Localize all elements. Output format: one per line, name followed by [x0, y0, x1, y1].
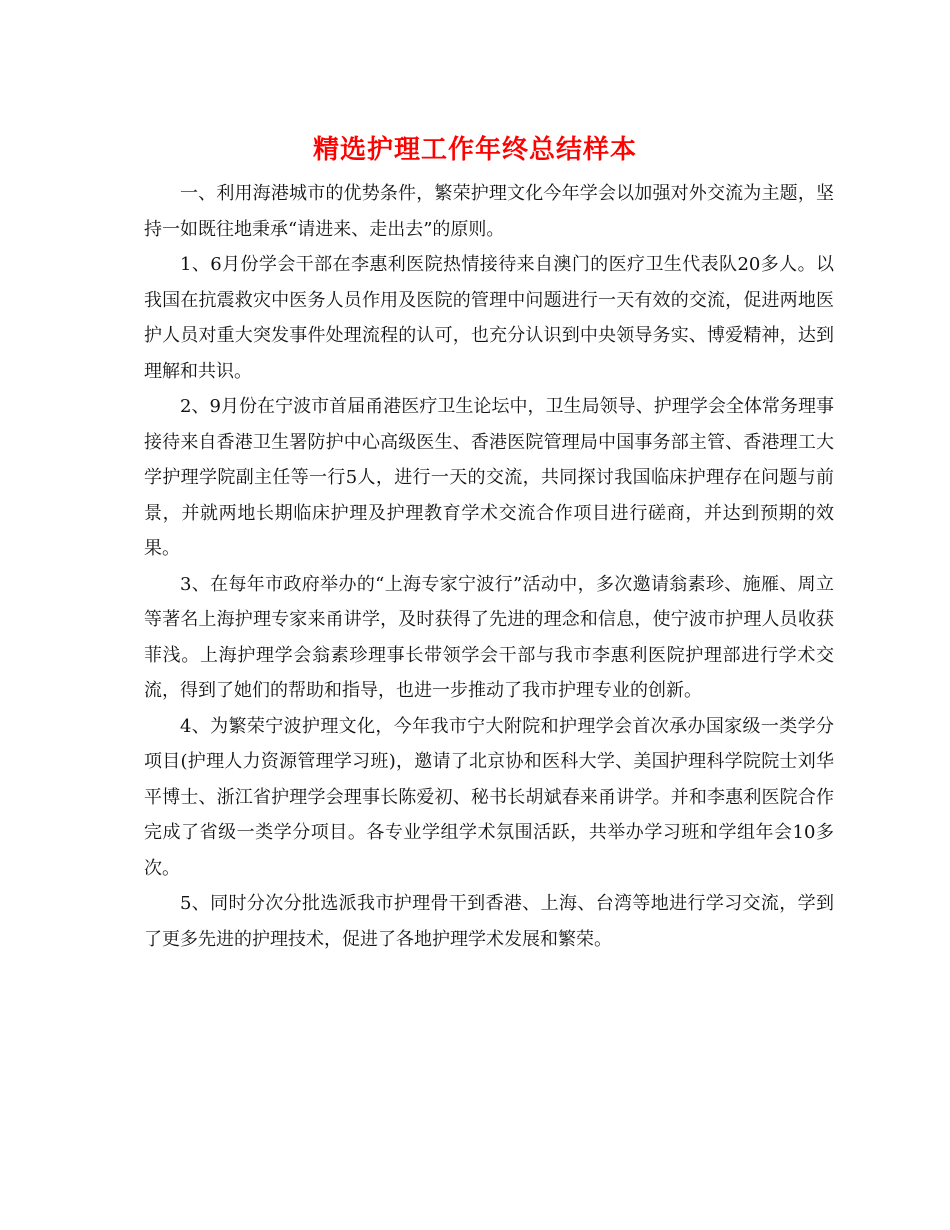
paragraph-item-5: 5、同时分次分批选派我市护理骨干到香港、上海、台湾等地进行学习交流，学到了更多先进的护理技术，促进了各地护理学术发展和繁荣。 [144, 893, 834, 950]
paragraph-item-1: 1、6月份学会干部在李惠利医院热情接待来自澳门的医疗卫生代表队20多人。以我国在抗震救灾中医务人员作用及医院的管理中问题进行一天有效的交流，促进两地医护人员对重大突发事件处理流程的认可，也充分认识到中央领导务实、博爱精神，达到理解和共识。 [144, 254, 834, 382]
paragraph-item-3: 3、在每年市政府举办的“上海专家宁波行”活动中，多次邀请翁素珍、施雁、周立等著名上海护理专家来甬讲学，及时获得了先进的理念和信息，使宁波市护理人员收获菲浅。上海护理学会翁素珍理事长带领学会干部与我市李惠利医院护理部进行学术交流，得到了她们的帮助和指导，也进一步推动了我市护理专业的创新。 [144, 573, 834, 701]
paragraph-item-4: 4、为繁荣宁波护理文化，今年我市宁大附院和护理学会首次承办国家级一类学分项目(护理人力资源管理学习班)，邀请了北京协和医科大学、美国护理科学院院士刘华平博士、浙江省护理学会理事长陈爱初、秘书长胡斌春来甬讲学。并和李惠利医院合作完成了省级一类学分项目。各专业学组学术氛围活跃，共举办学习班和学组年会10多次。 [144, 715, 834, 879]
paragraph-intro: 一、利用海港城市的优势条件，繁荣护理文化今年学会以加强对外交流为主题，坚持一如既往地秉承“请进来、走出去”的原则。 [144, 183, 834, 240]
document-body [144, 176, 834, 957]
paragraph-item-2: 2、9月份在宁波市首届甬港医疗卫生论坛中，卫生局领导、护理学会全体常务理事接待来自香港卫生署防护中心高级医生、香港医院管理局中国事务部主管、香港理工大学护理学院副主任等一行5人，进行一天的交流，共同探讨我国临床护理存在问题与前景，并就两地长期临床护理及护理教育学术交流合作项目进行磋商，并达到预期的效果。 [144, 396, 834, 559]
document-title: 精选护理工作年终总结样本 [312, 135, 637, 165]
